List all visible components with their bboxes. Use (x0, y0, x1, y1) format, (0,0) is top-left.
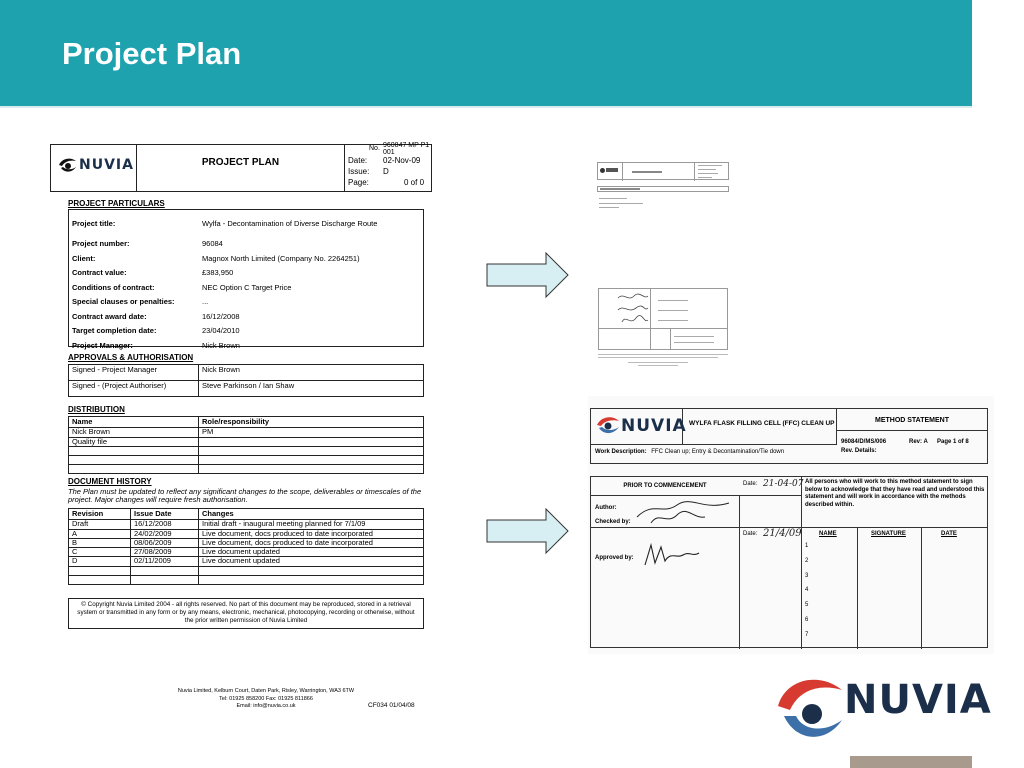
method-statement-header (590, 408, 988, 464)
checked-by-label: Checked by: (595, 519, 631, 525)
doc-page-label: Page: (348, 178, 369, 187)
document-title: PROJECT PLAN (137, 145, 345, 191)
signature-row-number: 2 (805, 557, 809, 564)
document-logo-cell (51, 145, 137, 191)
history-column-header: Issue Date (131, 509, 199, 520)
arrow-right-icon (486, 508, 570, 554)
method-statement-logo-text: NUVIA (621, 416, 687, 436)
approvals-table (68, 364, 424, 397)
particulars-value: 96084 (202, 239, 223, 249)
acknowledgement-text: All persons who will work to this method statement to sign below to acknowledge that they have read and understood this statement and will work in accordance with the methods described within. (805, 479, 985, 508)
particulars-table (70, 211, 379, 353)
history-note: The Plan must be updated to reflect any significant changes to the scope, deliverables or timescales of the project. Major changes will require fresh authorisation. (68, 487, 422, 505)
particulars-value: £383,950 (202, 268, 234, 278)
distribution-cell (199, 437, 424, 446)
history-column-header: Changes (199, 509, 424, 520)
doc-date-row (348, 156, 421, 166)
signature-row-number: 5 (805, 602, 809, 609)
doc-number-label: No. (369, 145, 380, 152)
doc-date-label: Date: (348, 156, 368, 165)
method-statement-refs (837, 431, 987, 463)
history-cell: 16/12/2008 (131, 520, 199, 529)
doc-issue-value: D (383, 167, 389, 176)
col-signature-header: SIGNATURE (871, 531, 906, 537)
distribution-cell (199, 455, 424, 464)
approver-signature-icon (641, 541, 701, 571)
signature-row-number: 6 (805, 617, 809, 623)
approved-by-label: Approved by: (595, 555, 634, 561)
particulars-key: Project title: (72, 218, 116, 228)
approvals-name: Steve Parkinson / Ian Shaw (199, 381, 424, 397)
history-cell (131, 575, 199, 584)
history-row (69, 520, 424, 529)
particulars-heading: PROJECT PARTICULARS (68, 199, 165, 208)
document-footer-address (146, 688, 386, 711)
date-label-2: Date: (743, 531, 758, 537)
distribution-cell (69, 455, 199, 464)
history-column-header: Revision (69, 509, 131, 520)
history-table (68, 508, 424, 585)
nuvia-swoosh-icon (595, 413, 621, 439)
method-statement-title: WYLFA FLASK FILLING CELL (FFC) CLEAN UP (683, 409, 837, 445)
work-description-label: Work Description: (595, 449, 647, 455)
approvals-row (69, 381, 424, 397)
particulars-value: 23/04/2010 (202, 326, 240, 336)
distribution-cell (199, 446, 424, 455)
signature-row-number: 3 (805, 572, 809, 579)
distribution-row (69, 455, 424, 464)
history-cell (199, 566, 424, 575)
date-value-2: 21/4/09 (763, 528, 802, 539)
author-signature-icon (633, 497, 733, 527)
history-cell: 27/08/2009 (131, 548, 199, 557)
document-logo-text: NUVIA (79, 157, 134, 174)
particulars-row (70, 295, 379, 310)
col-name-header: NAME (819, 531, 837, 537)
prior-to-commencement-heading: PRIOR TO COMMENCEMENT (623, 483, 707, 489)
particulars-row (70, 281, 379, 296)
particulars-row (70, 266, 379, 281)
particulars-row (70, 310, 379, 325)
slide-title: Project Plan (62, 36, 242, 71)
distribution-cell (199, 464, 424, 473)
doc-number-value: 960847 MP P1 001 (383, 142, 430, 156)
particulars-value: NEC Option C Target Price (202, 282, 292, 292)
date-label-1: Date: (743, 481, 758, 487)
history-cell: 24/02/2009 (131, 529, 199, 538)
nuvia-swoosh-icon (57, 155, 79, 177)
col-date-header: DATE (941, 531, 957, 537)
signature-row-number: 4 (805, 587, 809, 594)
doc-date-value: 02-Nov-09 (383, 156, 421, 165)
particulars-value: 16/12/2008 (202, 311, 240, 321)
history-row (69, 575, 424, 584)
method-statement-doc-no: 96084/D/MS/006 (841, 439, 887, 445)
particulars-key: Conditions of contract: (72, 282, 155, 292)
document-header (50, 144, 432, 192)
approvals-heading: APPROVALS & AUTHORISATION (68, 353, 194, 362)
particulars-row (70, 237, 379, 252)
particulars-key: Project Manager: (72, 340, 133, 350)
doc-issue-label: Issue: (348, 167, 370, 176)
method-statement-rev: Rev: A (909, 439, 928, 445)
history-row (69, 557, 424, 566)
approvals-name: Nick Brown (199, 365, 424, 381)
particulars-row (70, 324, 379, 339)
particulars-row (70, 252, 379, 267)
particulars-box (68, 209, 424, 350)
distribution-cell: Quality file (69, 437, 199, 446)
particulars-value: ... (202, 297, 209, 307)
method-statement-rev-details: Rev. Details: (841, 448, 877, 454)
approvals-role: Signed - (Project Authoriser) (69, 381, 199, 397)
history-cell: Draft (69, 520, 131, 529)
nuvia-brand-logo-text: NUVIA (844, 677, 992, 723)
particulars-key: Contract value: (72, 268, 127, 278)
arrow-right-icon (486, 252, 570, 298)
method-statement-logo-cell (591, 409, 687, 445)
work-description-value: FFC Clean up; Entry & Decontamination/Tie down (651, 449, 785, 455)
particulars-key: Client: (72, 253, 96, 263)
distribution-heading: DISTRIBUTION (68, 405, 125, 414)
history-cell: Initial draft - inaugural meeting planned for 7/1/09 (199, 520, 424, 529)
particulars-key: Project number: (72, 239, 130, 249)
approvals-role: Signed - Project Manager (69, 365, 199, 381)
approvals-row (69, 365, 424, 381)
nuvia-brand-logo (776, 672, 992, 746)
history-cell: Live document, docs produced to date incorporated (199, 529, 424, 538)
method-statement-body (590, 476, 988, 648)
signature-scribble-icon (616, 292, 650, 328)
particulars-key: Target completion date: (72, 326, 157, 336)
doc-issue-row (348, 167, 389, 177)
particulars-key: Special clauses or penalties: (72, 297, 175, 307)
footer-line-1: Nuvia Limited, Kelburn Court, Daten Park, Risley, Warrington, WA3 6TW (177, 688, 355, 694)
history-cell (69, 566, 131, 575)
method-statement-page: Page 1 of 8 (937, 439, 969, 445)
method-statement-work-description (595, 449, 784, 455)
slide-header (0, 0, 972, 108)
particulars-row (70, 339, 379, 354)
nuvia-swoosh-icon (776, 672, 846, 746)
document-thumbnail-1 (597, 162, 729, 212)
distribution-row (69, 464, 424, 473)
history-cell: 02/11/2009 (131, 557, 199, 566)
particulars-value: Magnox North Limited (Company No. 2264251) (202, 253, 360, 263)
date-value-1: 21-04-07 (763, 479, 804, 489)
footer-line-2: Tel: 01925 858200 Fax: 01925 811866 (219, 695, 313, 702)
distribution-header-row (69, 417, 424, 428)
distribution-row (69, 437, 424, 446)
history-cell (199, 575, 424, 584)
distribution-row (69, 446, 424, 455)
distribution-cell: PM (199, 428, 424, 437)
particulars-row (70, 211, 379, 237)
particulars-key: Contract award date: (72, 311, 147, 321)
signature-row-number: 7 (805, 631, 809, 638)
history-cell (131, 566, 199, 575)
distribution-cell (69, 464, 199, 473)
doc-number-row (369, 142, 431, 156)
history-cell: B (69, 538, 131, 547)
doc-page-value: 0 of 0 (404, 178, 425, 187)
distribution-table (68, 416, 424, 474)
distribution-column-header: Name (69, 417, 199, 428)
history-cell: A (69, 529, 131, 538)
distribution-column-header: Role/responsibility (199, 417, 424, 428)
distribution-cell: Nick Brown (69, 428, 199, 437)
doc-page-row (348, 178, 425, 188)
method-statement-logo (595, 413, 687, 439)
history-row (69, 529, 424, 538)
footer-bar (850, 756, 972, 768)
history-cell (69, 575, 131, 584)
history-cell: 08/06/2009 (131, 538, 199, 547)
document-footer-code: CF034 01/04/08 (368, 702, 415, 709)
history-row (69, 566, 424, 575)
particulars-value: Nick Brown (202, 340, 240, 350)
method-statement-type: METHOD STATEMENT (837, 409, 987, 431)
author-label: Author: (595, 505, 617, 511)
thumbnail-1-header (597, 162, 729, 180)
history-cell: Live document updated (199, 548, 424, 557)
method-statement-document (588, 396, 994, 654)
history-cell: D (69, 557, 131, 566)
footer-line-3: Email: info@nuvia.co.uk (236, 703, 296, 710)
history-heading: DOCUMENT HISTORY (68, 477, 152, 486)
history-cell: Live document updated (199, 557, 424, 566)
distribution-cell (69, 446, 199, 455)
copyright-notice: © Copyright Nuvia Limited 2004 - all rights reserved. No part of this document may be reproduced, stored in a retrieval system or transmitted in any form or by any means, electronic, mechanical, photocopying, recording or otherwise, without the prior written permission of Nuvia Limited (68, 598, 424, 629)
document-meta (345, 142, 433, 191)
history-cell: C (69, 548, 131, 557)
signature-row-number: 1 (805, 543, 809, 549)
history-header-row (69, 509, 424, 520)
particulars-value: Wylfa - Decontamination of Diverse Discharge Route (202, 218, 378, 228)
history-cell: Live document, docs produced to date incorporated (199, 538, 424, 547)
document-thumbnail-2 (598, 288, 730, 368)
distribution-row (69, 428, 424, 437)
nuvia-logo (57, 155, 134, 177)
